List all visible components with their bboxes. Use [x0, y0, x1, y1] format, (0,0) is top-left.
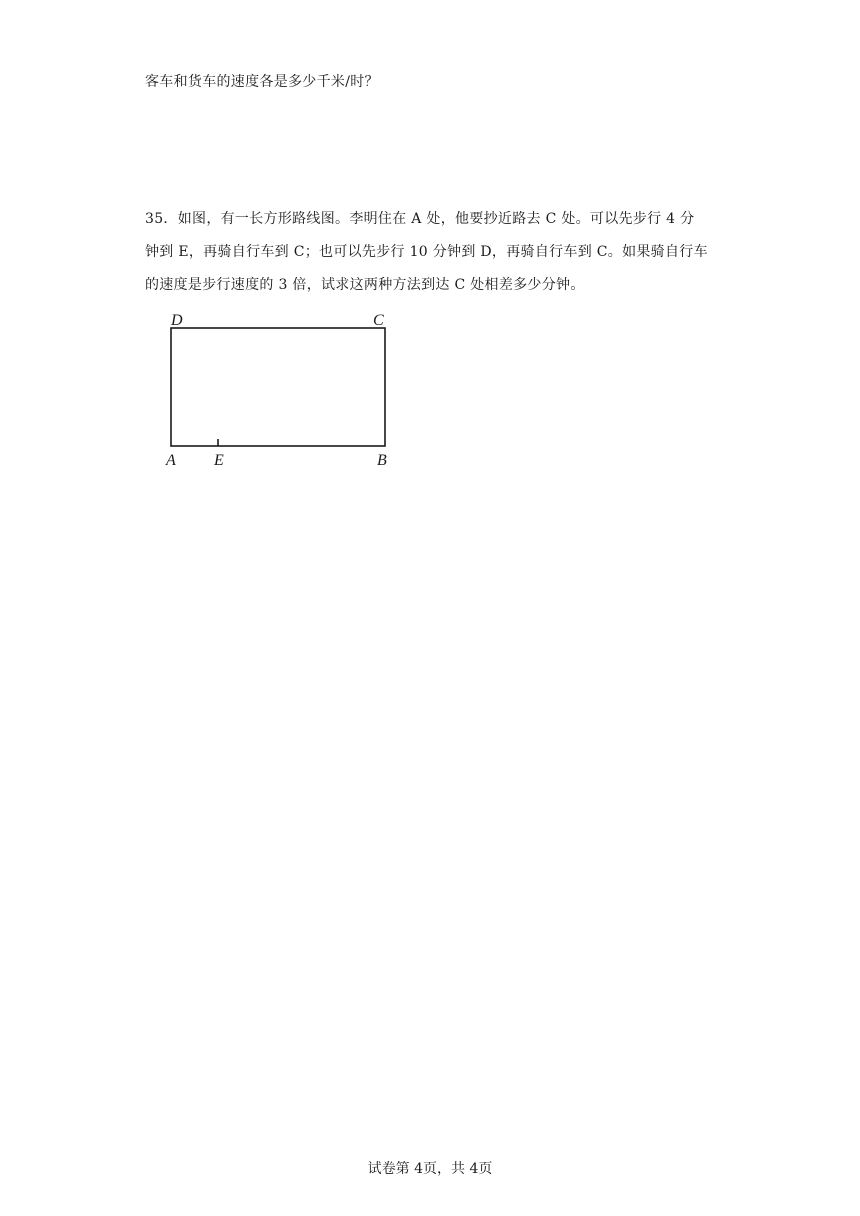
- label-a: A: [166, 452, 176, 469]
- label-d: D: [171, 312, 183, 329]
- page-footer: 试卷第 4页，共 4页: [367, 1161, 493, 1177]
- question-text-line-2: 钟到 E，再骑自行车到 C；也可以先步行 10 分钟到 D，再骑自行车到 C。如果骑自行车: [145, 244, 708, 260]
- label-e: E: [214, 452, 224, 469]
- question-text-line-1: 35．如图，有一长方形路线图。李明住在 A 处，他要抄近路去 C 处。可以先步行 4 分: [145, 211, 695, 227]
- label-c: C: [373, 312, 384, 329]
- rectangle-route-diagram: [160, 308, 400, 472]
- previous-question-tail: 客车和货车的速度各是多少千米/时？: [145, 74, 379, 90]
- route-diagram-svg: [160, 308, 400, 472]
- label-b: B: [377, 452, 387, 469]
- question-text-line-3: 的速度是步行速度的 3 倍，试求这两种方法到达 C 处相差多少分钟。: [145, 277, 585, 293]
- route-rectangle: [171, 328, 385, 446]
